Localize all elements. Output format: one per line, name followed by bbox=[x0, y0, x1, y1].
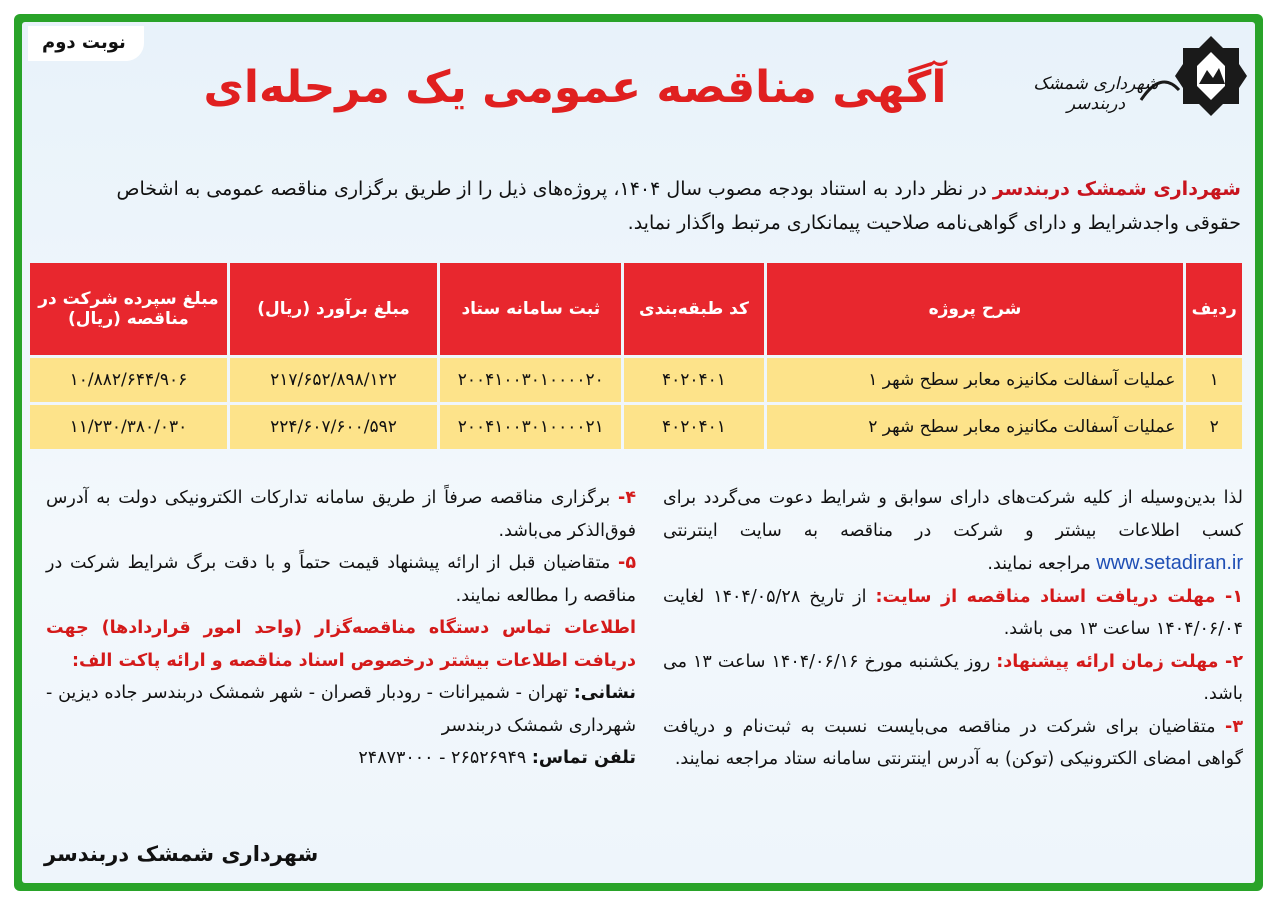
cell-description: عملیات آسفالت مکانیزه معابر سطح شهر ۱ bbox=[767, 358, 1184, 402]
cell-row-number: ۲ bbox=[1186, 405, 1242, 449]
municipality-logo bbox=[1011, 30, 1247, 130]
cell-classification: ۴۰۲۰۴۰۱ bbox=[624, 405, 763, 449]
contact-heading: اطلاعات تماس دستگاه مناقصه‌گزار (واحد امور قراردادها) جهت دریافت اطلاعات بیشتر درخصوص اسناد مناقصه و ارائه پاکت الف: bbox=[46, 618, 636, 671]
table-row bbox=[30, 405, 1242, 449]
item4-number: ۴- bbox=[618, 488, 636, 508]
cell-estimate: ۲۲۴/۶۰۷/۶۰۰/۵۹۲ bbox=[230, 405, 437, 449]
col-deposit: مبلغ سپرده شرکت در مناقصه (ریال) bbox=[30, 263, 227, 355]
item4-text: برگزاری مناقصه صرفاً از طریق سامانه تدارکات الکترونیکی دولت به آدرس فوق‌الذکر می‌باشد. bbox=[46, 488, 636, 541]
cell-deposit: ۱۱/۲۳۰/۳۸۰/۰۳۰ bbox=[30, 405, 227, 449]
projects-table bbox=[27, 260, 1245, 452]
invitation-end: مراجعه نمایند. bbox=[987, 554, 1097, 574]
intro-paragraph bbox=[41, 172, 1241, 240]
col-description: شرح پروژه bbox=[767, 263, 1184, 355]
logo-lettering: شهرداری شمشک دربندسر bbox=[1033, 74, 1159, 114]
address-text: تهران - شمیرانات - رودبار قصران - شهر شمشک دربندسر جاده دیزین - شهرداری شمشک دربندسر bbox=[46, 683, 636, 736]
item2-label: ۲- مهلت زمان ارائه پیشنهاد: bbox=[996, 651, 1243, 672]
notice-frame bbox=[14, 14, 1263, 891]
cell-setad-registration: ۲۰۰۴۱۰۰۳۰۱۰۰۰۰۲۱ bbox=[440, 405, 621, 449]
address-label: نشانی: bbox=[573, 683, 636, 703]
item5-number: ۵- bbox=[618, 553, 636, 573]
item2-text: روز یکشنبه مورخ ۱۴۰۴/۰۶/۱۶ ساعت ۱۳ می باشد. bbox=[663, 651, 1243, 704]
intro-text-1: در نظر دارد به استناد بودجه مصوب سال ۱۴۰۴، پروژه‌های ذیل را از طریق برگزاری مناقصه عمومی به اشخاص bbox=[116, 178, 993, 200]
table-header-row bbox=[30, 263, 1242, 355]
col-estimate: مبلغ برآورد (ریال) bbox=[230, 263, 437, 355]
signature: شهرداری شمشک دربندسر bbox=[44, 842, 319, 866]
table-row bbox=[30, 358, 1242, 402]
col-classification: کد طبقه‌بندی bbox=[624, 263, 763, 355]
col-row-number: ردیف bbox=[1186, 263, 1242, 355]
col-setad-registration: ثبت سامانه ستاد bbox=[440, 263, 621, 355]
item1-text: از تاریخ ۱۴۰۴/۰۵/۲۸ لغایت ۱۴۰۴/۰۶/۰۴ ساعت ۱۳ می باشد. bbox=[663, 586, 1243, 639]
publication-badge: نوبت دوم bbox=[28, 26, 144, 61]
intro-org: شهرداری شمشک دربندسر bbox=[992, 178, 1241, 200]
cell-setad-registration: ۲۰۰۴۱۰۰۳۰۱۰۰۰۰۲۰ bbox=[440, 358, 621, 402]
phone-label: تلفن تماس: bbox=[531, 748, 636, 768]
intro-text-2: حقوقی واجدشرایط و دارای گواهی‌نامه صلاحیت پیمانکاری مرتبط واگذار نماید. bbox=[627, 212, 1241, 234]
phone-text: ۲۶۵۲۶۹۴۹ - ۲۴۸۷۳۰۰۰ bbox=[358, 748, 532, 768]
cell-row-number: ۱ bbox=[1186, 358, 1242, 402]
cell-deposit: ۱۰/۸۸۲/۶۴۴/۹۰۶ bbox=[30, 358, 227, 402]
notice-body bbox=[22, 22, 1255, 883]
item1-label: ۱- مهلت دریافت اسناد مناقصه از سایت: bbox=[875, 586, 1243, 607]
left-column bbox=[46, 482, 636, 775]
cell-classification: ۴۰۲۰۴۰۱ bbox=[624, 358, 763, 402]
cell-description: عملیات آسفالت مکانیزه معابر سطح شهر ۲ bbox=[767, 405, 1184, 449]
right-column bbox=[663, 482, 1243, 776]
item3-text: متقاضیان برای شرکت در مناقصه می‌بایست نسبت به ثبت‌نام و دریافت گواهی امضای الکترونیکی (توکن) به آدرس اینترنتی سامانه ستاد مراجعه نمایند. bbox=[663, 716, 1243, 769]
cell-estimate: ۲۱۷/۶۵۲/۸۹۸/۱۲۲ bbox=[230, 358, 437, 402]
invitation-text: لذا بدین‌وسیله از کلیه شرکت‌های دارای سوابق و شرایط دعوت می‌گردد برای کسب اطلاعات بیشتر و شرکت در مناقصه به سایت اینترنتی bbox=[663, 488, 1243, 541]
page-title: آگهی مناقصه عمومی یک مرحله‌ای bbox=[203, 62, 947, 113]
item5-text: متقاضیان قبل از ارائه پیشنهاد قیمت حتماً و با دقت برگ شرایط شرکت در مناقصه را مطالعه نمایند. bbox=[46, 553, 636, 606]
setad-link[interactable]: www.setadiran.ir bbox=[1096, 552, 1243, 574]
item3-number: ۳- bbox=[1225, 716, 1243, 737]
